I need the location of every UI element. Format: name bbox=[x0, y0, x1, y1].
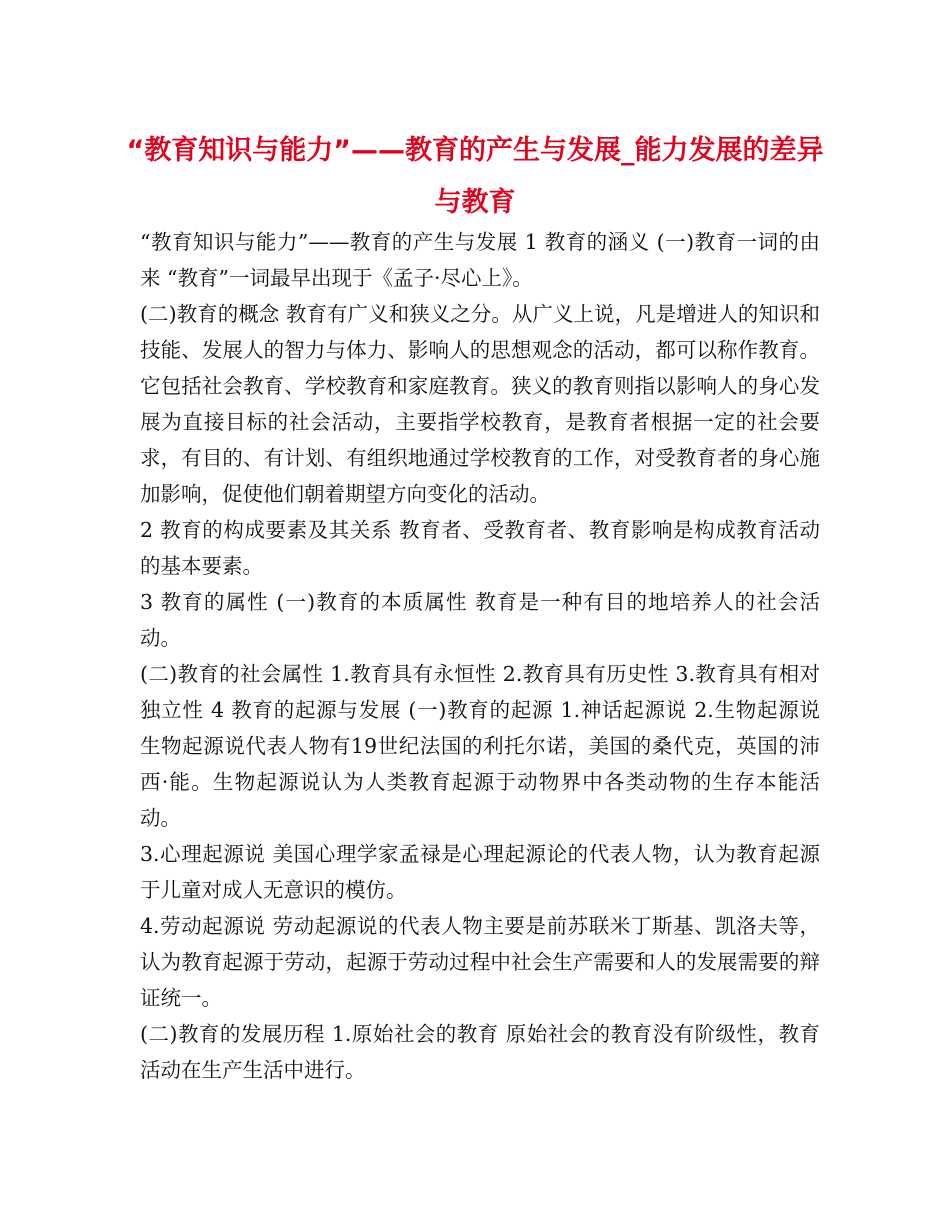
paragraph-1: “教育知识与能力”——教育的产生与发展 1 教育的涵义 (一)教育一词的由来 “教育”一词最早出现于《孟子·尽心上》。 bbox=[140, 230, 820, 290]
paragraph-6: 3.心理起源说 美国心理学家孟禄是心理起源论的代表人物，认为教育起源于儿童对成人无意识的模仿。 bbox=[140, 842, 820, 902]
paragraph-2: (二)教育的概念 教育有广义和狭义之分。从广义上说，凡是增进人的知识和技能、发展人的智力与体力、影响人的思想观念的活动，都可以称作教育。它包括社会教育、学校教育和家庭教育。狭义的教育则指以影响人的身心发展为直接目标的社会活动，主要指学校教育，是教育者根据一定的社会要求，有目的、有计划、有组织地通过学校教育的工作，对受教育者的身心施加影响，促使他们朝着期望方向变化的活动。 bbox=[140, 302, 820, 506]
paragraph-3: 2 教育的构成要素及其关系 教育者、受教育者、教育影响是构成教育活动的基本要素。 bbox=[140, 518, 820, 578]
paragraph-4: 3 教育的属性 (一)教育的本质属性 教育是一种有目的地培养人的社会活动。 bbox=[140, 590, 820, 650]
paragraph-5: (二)教育的社会属性 1.教育具有永恒性 2.教育具有历史性 3.教育具有相对独立性 4 教育的起源与发展 (一)教育的起源 1.神话起源说 2.生物起源说 生物起源说代表人物有19世纪法国的利托尔诺，美国的桑代克，英国的沛西·能。生物起源说认为人类教育起源于动物界中各类动物的生存本能活动。 bbox=[140, 662, 820, 830]
document-title: “教育知识与能力”——教育的产生与发展_能力发展的差异与教育 bbox=[126, 135, 824, 218]
document-body bbox=[140, 224, 820, 1088]
paragraph-7: 4.劳动起源说 劳动起源说的代表人物主要是前苏联米丁斯基、凯洛夫等，认为教育起源于劳动，起源于劳动过程中社会生产需要和人的发展需要的辩证统一。 bbox=[140, 914, 820, 1010]
paragraph-8: (二)教育的发展历程 1.原始社会的教育 原始社会的教育没有阶级性，教育活动在生产生活中进行。 bbox=[140, 1022, 820, 1082]
